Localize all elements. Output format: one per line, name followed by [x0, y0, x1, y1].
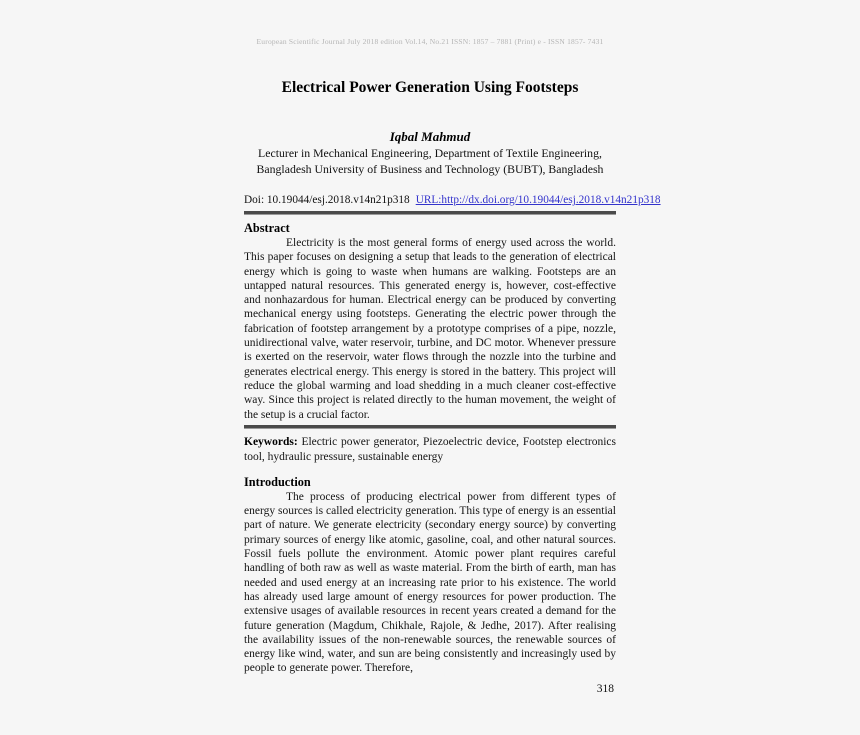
introduction-text: The process of producing electrical power from different types of energy sources is called electricity generation. This type of energy is an essential part of nature. We generate electricity (secondary energy source) by converting primary sources of energy like atomic, gasoline, coal, and other natural sources. Fossil fuels pollute the environment. Atomic power plant requires careful handling of both raw as well as waste material. From the birth of earth, man has needed and used energy at an increasing rate prior to his existence. The world has already used large amount of energy resources for power production. The extensive usages of available resources in recent years created a demand for the future generation (Magdum, Chikhale, Rajole, & Jedhe, 2017). After realising the availability issues of the non-renewable sources, the renewable sources of energy like wind, water, and sun are being consistently and increasingly used by people to generate power. Therefore, [244, 490, 616, 675]
author-name: Iqbal Mahmud [389, 129, 471, 144]
doi-line [244, 193, 661, 207]
abstract-text: Electricity is the most general forms of energy used across the world. This paper focuses on designing a setup that leads to the generation of electrical energy which is going to waste when humans are walking. Footsteps are an untapped natural resources. This generated energy is, however, cost-effective and nonhazardous for human. Electrical energy can be produced by converting mechanical energy using footsteps. Generating the electric power through the fabrication of footstep arrangement by a prototype comprises of a pipe, nozzle, unidirectional valve, water reservoir, turbine, and DC motor. Whenever pressure is exerted on the reservoir, water flows through the nozzle into the turbine and generates electrical energy. This energy is stored in the battery. This project will reduce the global warming and load shedding in a much cleaner cost-effective way. Since this project is related directly to the human movement, the weight of the setup is a crucial factor. [244, 237, 616, 421]
abstract-heading: Abstract [244, 221, 290, 235]
doi-label: Doi: 10.19044/esj.2018.v14n21p318 [244, 194, 410, 206]
author-affiliation [244, 146, 616, 177]
keywords-paragraph [244, 435, 616, 465]
introduction-heading: Introduction [244, 474, 311, 489]
affiliation-line-1: Lecturer in Mechanical Engineering, Department of Textile Engineering, [258, 146, 602, 160]
text-column [244, 37, 661, 676]
horizontal-rule-keywords [244, 425, 616, 429]
paper-title: Electrical Power Generation Using Footsteps [281, 79, 579, 96]
affiliation-line-2: Bangladesh University of Business and Technology (BUBT), Bangladesh [256, 161, 604, 176]
doi-url-link[interactable]: URL:http://dx.doi.org/10.19044/esj.2018.v14n21p318 [415, 194, 661, 206]
horizontal-rule-top [244, 211, 616, 215]
page-number: 318 [596, 683, 614, 695]
journal-running-header: European Scientific Journal July 2018 edition Vol.14, No.21 ISSN: 1857 – 7881 (Print) e - ISSN 1857- 7431 [256, 37, 604, 46]
keywords-label: Keywords: [244, 435, 298, 448]
keywords-text: Electric power generator, Piezoelectric device, Footstep electronics tool, hydraulic pressure, sustainable energy [244, 435, 617, 463]
